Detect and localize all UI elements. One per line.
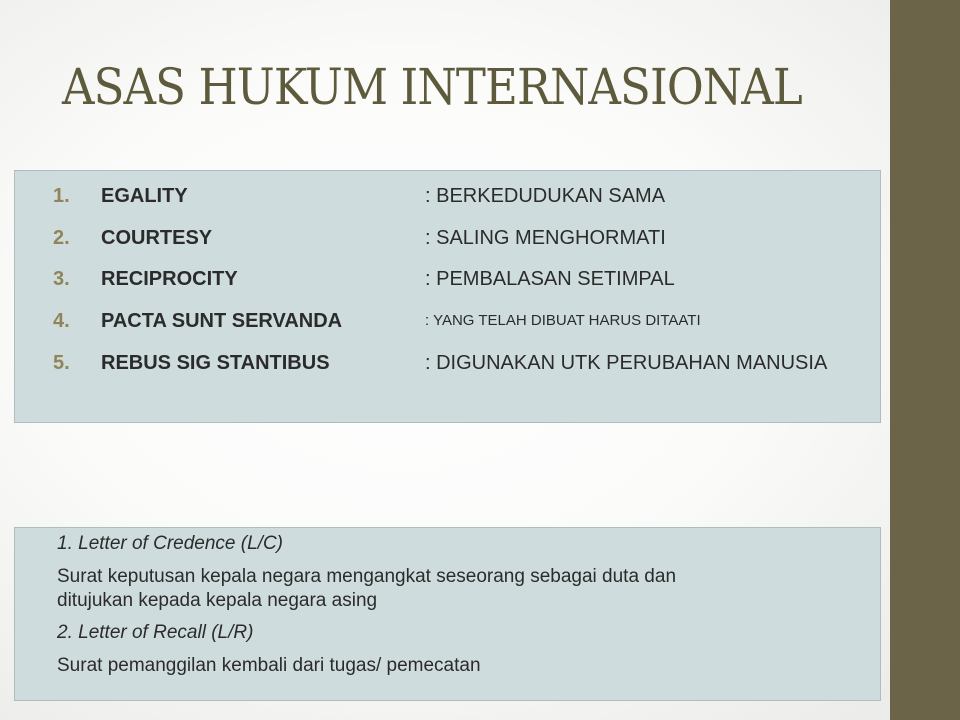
principle-description: : PEMBALASAN SETIMPAL [425, 268, 675, 290]
principle-name: EGALITY [101, 185, 188, 207]
principle-name: RECIPROCITY [101, 268, 238, 290]
recall-heading: 2. Letter of Recall (L/R) [57, 622, 254, 643]
principle-name: PACTA SUNT SERVANDA [101, 310, 343, 332]
slide-title: ASAS HUKUM INTERNASIONAL [62, 58, 802, 116]
sidebar-band [890, 0, 960, 720]
principle-name: COURTESY [101, 227, 213, 249]
principle-number: 4. [53, 310, 70, 332]
principle-description: : SALING MENGHORMATI [425, 227, 666, 249]
principle-description: : BERKEDUDUKAN SAMA [425, 185, 666, 207]
principle-description: : DIGUNAKAN UTK PERUBAHAN MANUSIA [425, 352, 828, 374]
principles-box [14, 170, 881, 423]
letters-box [14, 527, 881, 701]
principle-name: REBUS SIG STANTIBUS [101, 352, 330, 374]
principle-number: 2. [53, 227, 70, 249]
principle-number: 3. [53, 268, 70, 290]
credence-heading: 1. Letter of Credence (L/C) [57, 533, 283, 554]
credence-text-line-1: Surat keputusan kepala negara mengangkat seseorang sebagai duta dan [57, 566, 677, 587]
principle-number: 5. [53, 352, 70, 374]
recall-text: Surat pemanggilan kembali dari tugas/ pemecatan [57, 655, 481, 676]
author-watermark: By: @arifwicaksono92 [926, 343, 940, 465]
credence-text-line-2: ditujukan kepada kepala negara asing [57, 590, 378, 611]
principle-description: : YANG TELAH DIBUAT HARUS DITAATI [425, 312, 701, 329]
principle-number: 1. [53, 185, 70, 207]
